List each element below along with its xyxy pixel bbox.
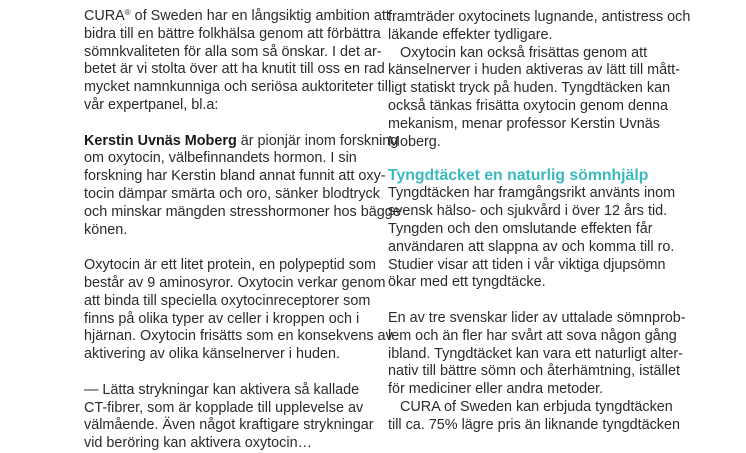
lider-line: En av tre svenskar lider av uttalade sömnprob- <box>388 309 686 326</box>
tyngd-line: Studier visar att tiden i vår viktiga djupsömn <box>388 256 666 273</box>
quote-line: välmående. Även något kraftigare strykningar <box>84 417 374 434</box>
registered-mark: ® <box>124 8 131 17</box>
intro-first-line: of Sweden har en långsiktig ambition att <box>130 8 390 24</box>
lider-line: lem och än fler har svårt att sova någon gång <box>388 327 677 344</box>
moberg-line: och minskar mängden stresshormoner hos bägge <box>84 203 401 220</box>
continuation-paragraph <box>388 9 691 45</box>
lider-line: för mediciner eller andra metoder. <box>388 381 604 398</box>
oxytocin-line: finns på olika typer av celler i kroppen och i <box>84 310 360 327</box>
intro-line <box>84 8 390 26</box>
tyngd-paragraph <box>388 185 688 292</box>
quote-paragraph <box>84 382 374 453</box>
intro-paragraph <box>84 8 392 115</box>
tyngd-line: Tyngden och den omslutande effekten får <box>388 220 653 237</box>
right-column <box>388 9 691 435</box>
oxytocin-line: består av 9 aminosyror. Oxytocin verkar genom <box>84 274 386 291</box>
moberg-first-line: är pionjär inom forskning <box>236 132 399 149</box>
oxytocin-line: aktivering av olika känselnerver i huden. <box>84 346 340 363</box>
expert-name: Kerstin Uvnäs Moberg <box>84 132 237 149</box>
moberg-paragraph <box>84 132 401 240</box>
frisatts-line: ligt statiskt tryck på huden. Tyngdtäcken kan <box>388 80 671 97</box>
intro-line: bidra till en bättre folkhälsa genom att förbättra <box>84 25 381 42</box>
cura-line: CURA of Sweden kan erbjuda tyngdtäcken <box>400 398 673 415</box>
oxytocin-line: Oxytocin är ett litet protein, en polypeptid som <box>84 257 376 274</box>
quote-line: CT-fibrer, som är kopplade till upplevelse av <box>84 399 364 416</box>
frisatts-line: känselnerver i huden aktiveras av lätt till mått- <box>388 62 680 79</box>
moberg-line: tocin dämpar smärta och oro, sänker blodtryck <box>84 185 380 202</box>
frisatts-paragraph <box>388 45 688 152</box>
oxytocin-paragraph <box>84 257 393 364</box>
quote-line: vid beröring kan aktivera oxytocin… <box>84 435 312 452</box>
cura-paragraph <box>388 399 688 435</box>
intro-line: sömnkvaliteten för alla som så önskar. I det ar- <box>84 43 382 60</box>
lider-line: ibland. Tyngdtäcket kan vara ett naturligt alter- <box>388 345 683 362</box>
intro-line: vår expertpanel, bl.a: <box>84 96 219 113</box>
oxytocin-line: hjärnan. Oxytocin frisätts som en konsekvens av <box>84 328 393 345</box>
cura-line: till ca. 75% lägre pris än liknande tyngdtäcken <box>388 416 680 433</box>
tyngd-line: användaren att slappna av och komma till ro. <box>388 238 675 255</box>
intro-line: mycket namnkunniga och seriösa auktoriteter till <box>84 79 392 96</box>
moberg-line <box>84 132 399 151</box>
frisatts-line: Moberg. <box>388 133 441 150</box>
moberg-line: forskning har Kerstin bland annat funnit att oxy- <box>84 168 386 185</box>
tyngd-line: Tyngdtäcken har framgångsrikt använts inom <box>388 185 676 202</box>
oxytocin-line: att binda till speciella oxytocinreceptorer som <box>84 292 371 309</box>
quote-line: — Lätta strykningar kan aktivera så kallade <box>84 381 360 398</box>
left-column <box>84 8 401 453</box>
brand-name: CURA <box>84 8 125 24</box>
lider-line: nativ till bättre sömn och återhämtning, istället <box>388 363 680 380</box>
continuation-line: framträder oxytocinets lugnande, antistress och <box>388 9 691 25</box>
tyngd-line: ökar med ett tyngdtäcke. <box>388 274 546 291</box>
frisatts-line: mekanism, menar professor Kerstin Uvnäs <box>388 115 660 132</box>
continuation-line: läkande effekter tydligare. <box>388 26 553 43</box>
frisatts-line: Oxytocin kan också frisättas genom att <box>400 44 648 61</box>
frisatts-line: också tänkas frisätta oxytocin genom denna <box>388 97 668 114</box>
tyngd-line: svensk hälso- och sjukvård i över 12 års tid. <box>388 203 668 220</box>
moberg-line: om oxytocin, välbefinnandets hormon. I sin <box>84 150 357 167</box>
intro-line: betet är vi stolta över att ha knutit till oss en rad <box>84 61 385 78</box>
section-heading: Tyngdtäcket en naturlig sömnhjälp <box>388 167 649 185</box>
lider-paragraph <box>388 310 688 399</box>
moberg-line: könen. <box>84 221 128 238</box>
